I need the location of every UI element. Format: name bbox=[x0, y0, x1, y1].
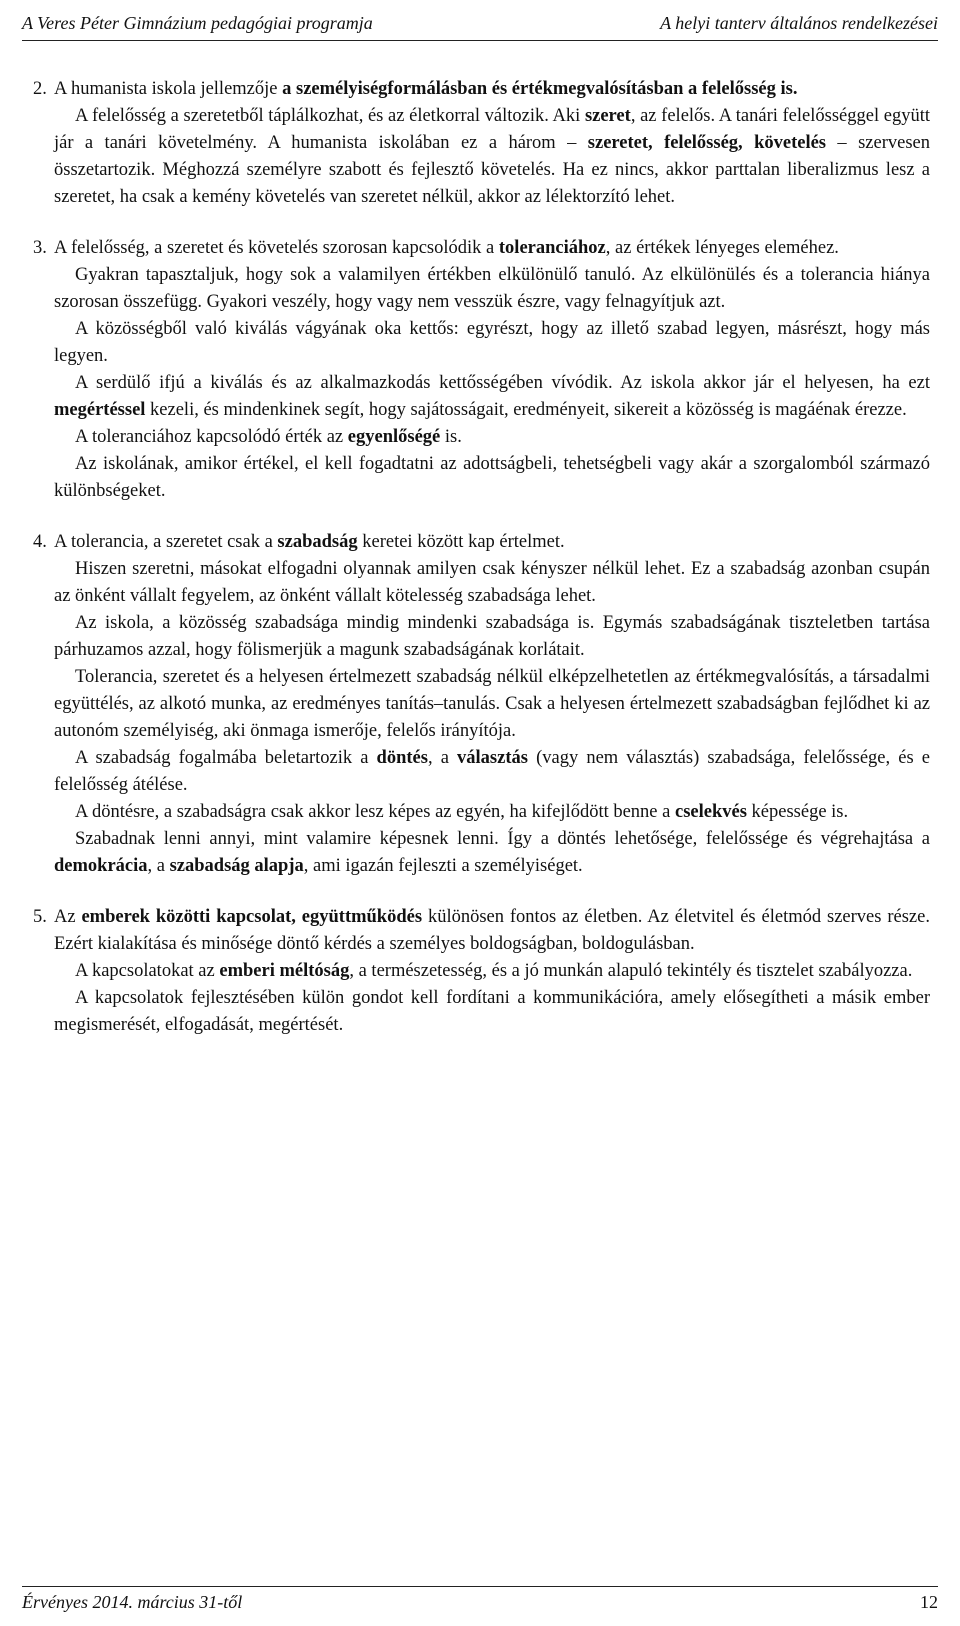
section-paragraph: Tolerancia, szeretet és a helyesen értelmezett szabadság nélkül elképzelhetetlen az értékmegvalósítás, a társadalmi együttélés, az alkotó munka, az eredményes tanítás–tanulás. Csak a helyesen értelmezett szabadságban fejlődhet ki az autonóm személyiség, aki önmaga ismerője, felelős irányítója. bbox=[54, 667, 930, 741]
page-footer bbox=[22, 1586, 938, 1617]
section-spacer bbox=[33, 880, 930, 904]
section-number: 4. bbox=[33, 532, 47, 552]
page-header bbox=[22, 6, 938, 41]
section-paragraph: A döntésre, a szabadságra csak akkor lesz képes az egyén, ha kifejlődött benne a cselekvés képessége is. bbox=[75, 802, 849, 822]
emphasis-text: szeretet, felelősség, követelés bbox=[587, 133, 826, 153]
section-paragraph: Az iskolának, amikor értékel, el kell fogadtatni az adottságbeli, tehetségbeli vagy akár a szorgalomból származó különbségeket. bbox=[54, 454, 930, 501]
header-document-title: A Veres Péter Gimnázium pedagógiai programja bbox=[22, 13, 373, 33]
emphasis-text: szeret bbox=[584, 106, 631, 126]
section-paragraph: Gyakran tapasztaljuk, hogy sok a valamilyen értékben elkülönülő tanuló. Az elkülönülés és a tolerancia hiánya szorosan összefügg. Gyakori veszély, hogy vagy nem vesszük észre, vagy felnagyítjuk azt. bbox=[54, 265, 930, 312]
emphasis-text: szabadság alapja bbox=[169, 856, 304, 876]
section-paragraph: A kapcsolatokat az emberi méltóság, a természetesség, és a jó munkán alapuló tekintély és tisztelet szabályozza. bbox=[75, 961, 913, 981]
document-body bbox=[33, 76, 930, 1039]
emphasis-text: cselekvés bbox=[674, 802, 747, 822]
emphasis-text: szabadság bbox=[277, 532, 358, 552]
section-lead-sentence: A felelősség, a szeretet és követelés szorosan kapcsolódik a toleranciához, az értékek lényeges eleméhez. bbox=[54, 238, 839, 258]
header-section-title: A helyi tanterv általános rendelkezései bbox=[660, 13, 938, 33]
section-paragraph: Hiszen szeretni, másokat elfogadni olyannak amilyen csak kényszer nélkül lehet. Ez a szabadság azonban csupán az önként vállalt fegyelem, az önként vállalt kötelesség szabadsága lehet. bbox=[54, 559, 930, 606]
section-paragraph: A közösségből való kiválás vágyának oka kettős: egyrészt, hogy az illető szabad legyen, másrészt, hogy más legyen. bbox=[54, 319, 930, 366]
footer-validity-date: Érvényes 2014. március 31-től bbox=[22, 1592, 243, 1612]
section-paragraph: A kapcsolatok fejlesztésében külön gondot kell fordítani a kommunikációra, amely elősegítheti a másik ember megismerését, elfogadását, megértését. bbox=[54, 988, 930, 1035]
numbered-section bbox=[33, 76, 930, 211]
emphasis-text: megértéssel bbox=[54, 400, 146, 420]
emphasis-text: emberek közötti kapcsolat, együttműködés bbox=[81, 907, 423, 927]
emphasis-text: döntés bbox=[376, 748, 428, 768]
emphasis-text: választás bbox=[457, 748, 528, 768]
emphasis-text: a személyiségformálásban és értékmegvalósításban a felelősség is. bbox=[282, 79, 798, 99]
emphasis-text: toleranciához bbox=[498, 238, 606, 258]
section-paragraph: A toleranciához kapcsolódó érték az egyenlőségé is. bbox=[75, 427, 462, 447]
section-paragraph: Az iskola, a közösség szabadsága mindig mindenki szabadsága is. Egymás szabadságának tiszteletben tartása párhuzamos azzal, hogy fölismerjük a magunk szabadságának korlátait. bbox=[54, 613, 930, 660]
section-lead-sentence: Az emberek közötti kapcsolat, együttműködés különösen fontos az életben. Az életvitel és életmód szerves része. Ezért kialakítása és minősége döntő kérdés a személyes boldogságban, boldogulásban. bbox=[54, 907, 930, 954]
section-paragraph: A szabadság fogalmába beletartozik a döntés, a választás (vagy nem választás) szabadsága, felelőssége, és e felelősség átélése. bbox=[54, 748, 930, 795]
numbered-section bbox=[33, 235, 930, 505]
section-lead-sentence: A tolerancia, a szeretet csak a szabadság keretei között kap értelmet. bbox=[54, 532, 565, 552]
section-number: 5. bbox=[33, 907, 47, 927]
numbered-section bbox=[33, 529, 930, 880]
section-spacer bbox=[33, 211, 930, 235]
emphasis-text: emberi méltóság bbox=[219, 961, 350, 981]
section-number: 2. bbox=[33, 79, 47, 99]
section-number: 3. bbox=[33, 238, 47, 258]
section-spacer bbox=[33, 505, 930, 529]
emphasis-text: demokrácia bbox=[54, 856, 148, 876]
page-number: 12 bbox=[920, 1592, 938, 1612]
section-paragraph: Szabadnak lenni annyi, mint valamire képesnek lenni. Így a döntés lehetősége, felelőssége és végrehajtása a demokrácia, a szabadság alapja, ami igazán fejleszti a személyiséget. bbox=[54, 829, 930, 876]
section-paragraph: A felelősség a szeretetből táplálkozhat, és az életkorral változik. Aki szeret, az felelős. A tanári felelősséggel együtt jár a tanári követelmény. A humanista iskolában ez a három – szeretet, felelősség, követelés – szervesen összetartozik. Méghozzá személyre szabott és fejlesztő követelés. Ha ez nincs, akkor parttalan liberalizmus lesz a szeretet, ha csak a kemény követelés van szeretet nélkül, akkor az lélektorzító lehet. bbox=[54, 106, 930, 207]
emphasis-text: egyenlőségé bbox=[347, 427, 441, 447]
numbered-section bbox=[33, 904, 930, 1039]
section-lead-sentence: A humanista iskola jellemzője a személyiségformálásban és értékmegvalósításban a felelősség is. bbox=[54, 79, 798, 99]
section-paragraph: A serdülő ifjú a kiválás és az alkalmazkodás kettősségében vívódik. Az iskola akkor jár el helyesen, ha ezt megértéssel kezeli, és mindenkinek segít, hogy sajátosságait, eredményeit, sikereit a közösség is magáénak érezze. bbox=[54, 373, 930, 420]
